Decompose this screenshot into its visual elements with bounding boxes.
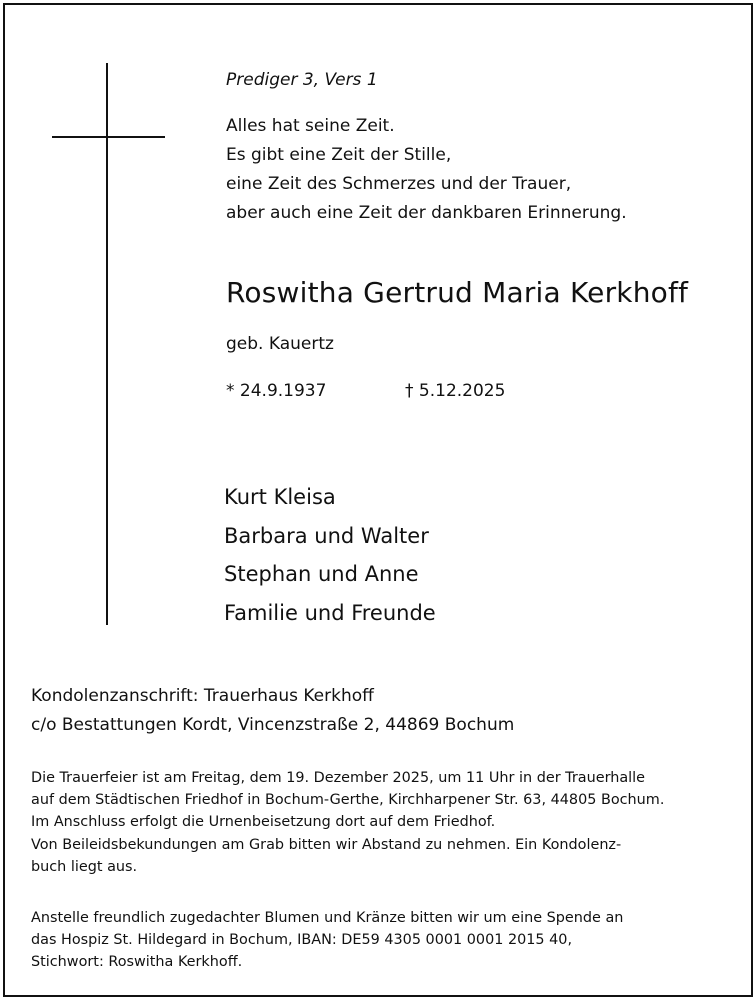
address-line: Kondolenzanschrift: Trauerhaus Kerkhoff xyxy=(31,686,374,706)
birth-date: * 24.9.1937 xyxy=(226,381,327,401)
cross-horizontal-bar xyxy=(52,136,165,138)
verse-reference: Prediger 3, Vers 1 xyxy=(226,70,378,90)
notice-line: Die Trauerfeier ist am Freitag, dem 19. Dezember 2025, um 11 Uhr in der Trauerhalle xyxy=(31,770,646,786)
deceased-name: Roswitha Gertrud Maria Kerkhoff xyxy=(226,276,689,309)
verse-line: Es gibt eine Zeit der Stille, xyxy=(226,145,452,165)
verse-text xyxy=(226,112,627,228)
mourner-item: Barbara und Walter xyxy=(224,523,429,548)
funeral-notice xyxy=(31,767,731,878)
condolence-address xyxy=(31,682,514,740)
donation-notice xyxy=(31,907,731,974)
donation-line: das Hospiz St. Hildegard in Bochum, IBAN: DE59 4305 0001 0001 2015 40, xyxy=(31,932,573,949)
verse-line: Alles hat seine Zeit. xyxy=(226,116,395,136)
donation-line: Stichwort: Roswitha Kerkhoff. xyxy=(31,954,243,971)
notice-line: Von Beileidsbekundungen am Grab bitten wir Abstand zu nehmen. Ein Kondolenz- xyxy=(31,836,622,853)
verse-line: eine Zeit des Schmerzes und der Trauer, xyxy=(226,174,572,194)
birth-name: geb. Kauertz xyxy=(226,334,334,354)
notice-line: buch liegt aus. xyxy=(31,858,138,875)
death-date: † 5.12.2025 xyxy=(405,381,506,401)
mourner-item: Kurt Kleisa xyxy=(224,485,336,509)
donation-line: Anstelle freundlich zugedachter Blumen und Kränze bitten wir um eine Spende an xyxy=(31,910,624,926)
mourners-list xyxy=(224,478,436,632)
notice-line: Im Anschluss erfolgt die Urnenbeisetzung dort auf dem Friedhof. xyxy=(31,814,496,831)
notice-line: auf dem Städtischen Friedhof in Bochum-Gerthe, Kirchharpener Str. 63, 44805 Bochum. xyxy=(31,792,665,809)
cross-vertical-bar xyxy=(106,63,108,625)
mourner-item: Stephan und Anne xyxy=(224,562,419,586)
verse-line: aber auch eine Zeit der dankbaren Erinnerung. xyxy=(226,203,627,223)
mourner-item: Familie und Freunde xyxy=(224,600,436,625)
address-line: c/o Bestattungen Kordt, Vincenzstraße 2, 44869 Bochum xyxy=(31,715,515,735)
